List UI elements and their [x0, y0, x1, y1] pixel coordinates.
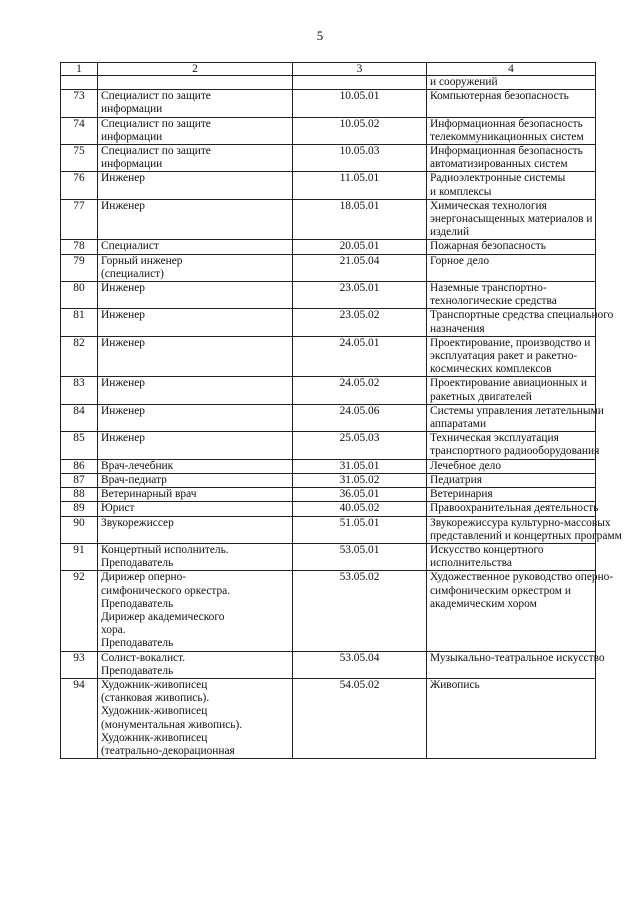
specialty-cell-line: назначения: [430, 322, 485, 335]
specialty-cell: [427, 502, 599, 516]
code-cell: 51.05.01: [293, 516, 427, 543]
specialty-cell-line: представлений и концертных программ: [430, 529, 622, 542]
row-number-cell: 84: [61, 404, 98, 431]
qualification-cell-line: Солист-вокалист.: [101, 651, 186, 664]
specialty-cell-line: и комплексы: [430, 185, 492, 198]
qualification-cell-line: Специалист по защите: [101, 117, 211, 130]
qualification-cell-line: Художник-живописец: [101, 705, 208, 718]
qualification-cell-line: (монументальная живопись).: [101, 718, 243, 731]
code-cell: 10.05.01: [293, 90, 427, 117]
specialty-cell-line: эксплуатация ракет и ракетно-: [430, 350, 578, 363]
specialty-cell-line: Транспортные средства специального: [430, 309, 614, 322]
code-cell: 24.05.01: [293, 336, 427, 377]
qualification-cell-line: Инженер: [101, 282, 145, 295]
code-cell: 24.05.02: [293, 377, 427, 404]
qualification-cell: [98, 516, 293, 543]
qualification-cell: [98, 473, 293, 487]
code-cell: 23.05.01: [293, 282, 427, 309]
code-cell: [293, 76, 427, 90]
qualification-cell: [98, 459, 293, 473]
specialties-table: [60, 62, 622, 759]
row-number-cell: 75: [61, 145, 98, 172]
code-cell: 40.05.02: [293, 502, 427, 516]
row-number-cell: 90: [61, 516, 98, 543]
table-row: [61, 459, 596, 473]
row-number-cell: 93: [61, 651, 98, 678]
qualification-cell-line: хора.: [101, 624, 126, 637]
specialty-cell-line: Правоохранительная деятельность: [430, 502, 599, 515]
specialty-cell: [427, 473, 596, 487]
specialty-cell: [427, 404, 604, 431]
specialty-cell-line: Художественное руководство оперно-: [430, 571, 614, 584]
specialty-cell-line: Живопись: [430, 678, 480, 691]
table-row: [61, 336, 596, 377]
specialty-cell-line: Компьютерная безопасность: [430, 90, 569, 103]
specialty-cell-line: космических комплексов: [430, 363, 552, 376]
specialty-cell-line: Ветеринария: [430, 488, 493, 501]
row-number-cell: 91: [61, 543, 98, 570]
specialty-cell: [427, 240, 596, 254]
specialty-cell-line: Наземные транспортно-: [430, 282, 547, 295]
specialty-cell-line: Информационная безопасность: [430, 145, 583, 158]
row-number-cell: 81: [61, 309, 98, 336]
specialty-cell-line: Искусство концертного: [430, 543, 544, 556]
qualification-cell-line: Преподаватель: [101, 597, 174, 610]
qualification-cell: [98, 404, 293, 431]
qualification-cell-line: Преподаватель: [101, 637, 174, 650]
specialty-cell-line: Педиатрия: [430, 473, 482, 486]
table-row: [61, 404, 596, 431]
table-row: [61, 516, 596, 543]
table-row: [61, 678, 596, 758]
specialty-cell-line: Радиоэлектронные системы: [430, 172, 566, 185]
row-number-cell: 87: [61, 473, 98, 487]
specialty-cell: [427, 571, 614, 651]
specialty-cell-line: Техническая эксплуатация: [430, 432, 559, 445]
code-cell: 31.05.02: [293, 473, 427, 487]
row-number-cell: 76: [61, 172, 98, 199]
specialty-cell-line: аппаратами: [430, 418, 487, 431]
specialty-cell-line: исполнительства: [430, 557, 512, 570]
code-cell: 54.05.02: [293, 678, 427, 758]
code-cell: 24.05.06: [293, 404, 427, 431]
row-number-cell: 78: [61, 240, 98, 254]
header-col-4: 4: [427, 63, 596, 76]
qualification-cell-line: (театрально-декорационная: [101, 744, 235, 757]
table-row: [61, 571, 596, 651]
specialty-cell-line: Информационная безопасность: [430, 117, 583, 130]
page-number: 5: [316, 28, 324, 43]
qualification-cell-line: Врач-педиатр: [101, 473, 167, 486]
specialty-cell: [427, 90, 596, 117]
qualification-cell: [98, 145, 293, 172]
specialty-cell-line: ракетных двигателей: [430, 390, 532, 403]
qualification-cell: [98, 432, 293, 459]
specialty-cell: [427, 76, 596, 90]
specialty-cell-line: Лечебное дело: [430, 459, 502, 472]
specialty-cell: [427, 516, 622, 543]
qualification-cell-line: Специалист по защите: [101, 145, 211, 158]
qualification-cell-line: информации: [101, 103, 163, 116]
specialty-cell: [427, 488, 596, 502]
table-row: [61, 473, 596, 487]
row-number-cell: 74: [61, 117, 98, 144]
qualification-cell-line: Инженер: [101, 377, 145, 390]
specialty-cell-line: и сооружений: [430, 76, 498, 88]
code-cell: 31.05.01: [293, 459, 427, 473]
table-row: [61, 117, 596, 144]
row-number-cell: 94: [61, 678, 98, 758]
qualification-cell-line: Концертный исполнитель.: [101, 543, 229, 556]
specialty-cell: [427, 651, 605, 678]
header-row: [61, 63, 596, 76]
table-row: [61, 651, 596, 678]
row-number-cell: 80: [61, 282, 98, 309]
code-cell: 20.05.01: [293, 240, 427, 254]
specialty-cell-line: изделий: [430, 226, 470, 239]
qualification-cell-line: Звукорежиссер: [101, 516, 174, 529]
code-cell: 25.05.03: [293, 432, 427, 459]
row-number-cell: 83: [61, 377, 98, 404]
qualification-cell: [98, 377, 293, 404]
specialty-cell-line: энергонасыщенных материалов и: [430, 213, 593, 226]
qualification-cell-line: Инженер: [101, 199, 145, 212]
qualification-cell-line: Дирижер оперно-: [101, 571, 187, 584]
row-number-cell: 79: [61, 254, 98, 281]
specialty-cell: [427, 117, 596, 144]
qualification-cell: [98, 651, 293, 678]
qualification-cell: [98, 117, 293, 144]
specialty-cell-line: технологические средства: [430, 295, 557, 308]
table-row: [61, 172, 596, 199]
qualification-cell-line: Художник-живописец: [101, 678, 208, 691]
specialty-cell-line: Химическая технология: [430, 199, 547, 212]
table-row: [61, 90, 596, 117]
specialty-cell-line: симфоническим оркестром и: [430, 584, 571, 597]
qualification-cell: [98, 571, 293, 651]
specialty-cell: [427, 199, 596, 240]
specialty-cell-line: Пожарная безопасность: [430, 240, 546, 253]
specialty-cell-line: Горное дело: [430, 254, 490, 267]
qualification-cell-line: (специалист): [101, 267, 164, 280]
qualification-cell-line: Юрист: [101, 502, 135, 515]
specialty-cell-line: Звукорежиссура культурно-массовых: [430, 516, 611, 529]
table-row: [61, 240, 596, 254]
specialty-cell-line: академическим хором: [430, 597, 537, 610]
specialty-cell: [427, 282, 596, 309]
table-row: [61, 145, 596, 172]
qualification-cell: [98, 240, 293, 254]
qualification-cell-line: Специалист по защите: [101, 90, 211, 103]
table-row: [61, 502, 596, 516]
specialty-cell-line: телекоммуникационных систем: [430, 130, 584, 143]
code-cell: 53.05.02: [293, 571, 427, 651]
table-row: [61, 488, 596, 502]
row-number-cell: 77: [61, 199, 98, 240]
code-cell: 53.05.01: [293, 543, 427, 570]
specialty-cell: [427, 377, 596, 404]
code-cell: 21.05.04: [293, 254, 427, 281]
row-number-cell: 89: [61, 502, 98, 516]
code-cell: 18.05.01: [293, 199, 427, 240]
specialty-cell: [427, 145, 596, 172]
row-number-cell: 86: [61, 459, 98, 473]
qualification-cell: [98, 488, 293, 502]
code-cell: 36.05.01: [293, 488, 427, 502]
table-row-continuation: [61, 76, 596, 90]
qualification-cell: [98, 282, 293, 309]
row-number-cell: 73: [61, 90, 98, 117]
qualification-cell-line: Инженер: [101, 336, 145, 349]
table-row: [61, 543, 596, 570]
table-row: [61, 282, 596, 309]
qualification-cell-line: Дирижер академического: [101, 610, 225, 623]
qualification-cell: [98, 502, 293, 516]
specialty-cell: [427, 254, 596, 281]
header-col-1: 1: [61, 63, 98, 76]
specialty-cell-line: Системы управления летательными: [430, 404, 604, 417]
specialty-cell: [427, 678, 596, 758]
qualification-cell-line: Преподаватель: [101, 664, 174, 677]
qualification-cell: [98, 309, 293, 336]
qualification-cell-line: Врач-лечебник: [101, 459, 174, 472]
qualification-cell: [98, 543, 293, 570]
table-row: [61, 432, 596, 459]
specialty-cell-line: Музыкально-театральное искусство: [430, 651, 605, 664]
row-number-cell: 88: [61, 488, 98, 502]
code-cell: 10.05.02: [293, 117, 427, 144]
qualification-cell-line: симфонического оркестра.: [101, 584, 231, 597]
qualification-cell-line: (станковая живопись).: [101, 692, 210, 705]
qualification-cell: [98, 254, 293, 281]
row-number-cell: 85: [61, 432, 98, 459]
qualification-cell-line: Инженер: [101, 404, 145, 417]
qualification-cell-line: Преподаватель: [101, 557, 174, 570]
code-cell: 11.05.01: [293, 172, 427, 199]
qualification-cell: [98, 199, 293, 240]
code-cell: 10.05.03: [293, 145, 427, 172]
qualification-cell: [98, 172, 293, 199]
table-row: [61, 254, 596, 281]
code-cell: 23.05.02: [293, 309, 427, 336]
qualification-cell-line: информации: [101, 130, 163, 143]
header-col-3: 3: [293, 63, 427, 76]
code-cell: 53.05.04: [293, 651, 427, 678]
row-number-cell: 92: [61, 571, 98, 651]
qualification-cell-line: Ветеринарный врач: [101, 488, 197, 501]
specialty-cell-line: Проектирование авиационных и: [430, 377, 587, 390]
specialty-cell-line: автоматизированных систем: [430, 158, 568, 171]
row-number-cell: [61, 76, 98, 90]
table-row: [61, 309, 596, 336]
qualification-cell: [98, 90, 293, 117]
qualification-cell: [98, 336, 293, 377]
specialty-cell: [427, 432, 600, 459]
table-row: [61, 377, 596, 404]
table-body: [61, 76, 622, 759]
qualification-cell-line: информации: [101, 158, 163, 171]
table-row: [61, 199, 596, 240]
specialty-cell: [427, 543, 596, 570]
qualification-cell-line: Специалист: [101, 240, 159, 253]
specialty-cell-line: Проектирование, производство и: [430, 336, 591, 349]
specialty-cell: [427, 459, 596, 473]
qualification-cell-line: Горный инженер: [101, 254, 183, 267]
qualification-cell-line: Инженер: [101, 172, 145, 185]
qualification-cell: [98, 678, 293, 758]
qualification-cell: [98, 76, 293, 90]
specialty-cell: [427, 336, 596, 377]
specialty-cell-line: транспортного радиооборудования: [430, 445, 600, 458]
qualification-cell-line: Художник-живописец: [101, 731, 208, 744]
specialty-cell: [427, 172, 596, 199]
qualification-cell-line: Инженер: [101, 309, 145, 322]
qualification-cell-line: Инженер: [101, 432, 145, 445]
specialty-cell: [427, 309, 614, 336]
header-col-2: 2: [98, 63, 293, 76]
row-number-cell: 82: [61, 336, 98, 377]
